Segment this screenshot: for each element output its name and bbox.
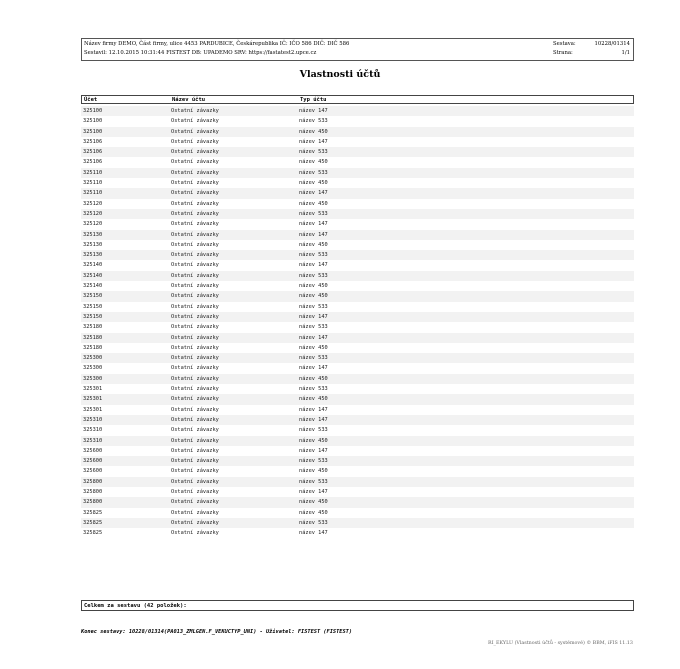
account-type-cell: název 147	[299, 406, 328, 413]
account-name-cell: Ostatní závazky	[171, 138, 219, 145]
account-type-cell: název 450	[299, 241, 328, 248]
account-cell: 325140	[83, 272, 103, 279]
table-row	[81, 240, 634, 250]
account-cell: 325120	[83, 221, 103, 228]
account-type-cell: název 147	[299, 231, 328, 238]
account-cell: 325310	[83, 427, 103, 434]
account-cell: 325300	[83, 365, 103, 372]
account-cell: 325150	[83, 303, 103, 310]
account-type-cell: název 533	[299, 519, 328, 526]
account-cell: 325310	[83, 416, 103, 423]
account-name-cell: Ostatní závazky	[171, 458, 219, 465]
account-type-cell: název 533	[299, 458, 328, 465]
table-row	[81, 415, 634, 425]
footer-text: RI_EKYLU (Vlastnosti účtů - systémové) © BBM, iFIS 11.13	[488, 641, 633, 646]
account-type-cell: název 533	[299, 324, 328, 331]
account-type-cell: název 450	[299, 180, 328, 187]
account-name-cell: Ostatní závazky	[171, 200, 219, 207]
table-row	[81, 281, 634, 291]
table-row	[81, 178, 634, 188]
account-type-cell: název 533	[299, 355, 328, 362]
account-type-cell: název 450	[299, 468, 328, 475]
account-type-cell: název 147	[299, 190, 328, 197]
account-cell: 325106	[83, 159, 103, 166]
table-row	[81, 168, 634, 178]
account-type-cell: název 450	[299, 159, 328, 166]
account-cell: 325301	[83, 406, 103, 413]
report-number: 10228/01314	[594, 41, 630, 47]
account-cell: 325600	[83, 458, 103, 465]
account-name-cell: Ostatní závazky	[171, 118, 219, 125]
account-name-cell: Ostatní závazky	[171, 313, 219, 320]
account-type-cell: název 450	[299, 375, 328, 382]
table-row	[81, 147, 634, 157]
account-cell: 325150	[83, 293, 103, 300]
table-row	[81, 487, 634, 497]
table-row	[81, 302, 634, 312]
page-number: 1/1	[621, 50, 630, 56]
table-row	[81, 425, 634, 435]
account-cell: 325800	[83, 488, 103, 495]
table-row	[81, 322, 634, 332]
account-name-cell: Ostatní závazky	[171, 468, 219, 475]
table-row	[81, 209, 634, 219]
account-name-cell: Ostatní závazky	[171, 365, 219, 372]
account-cell: 325100	[83, 128, 103, 135]
account-type-cell: název 450	[299, 396, 328, 403]
report-label: Sestava:	[553, 41, 576, 47]
account-type-cell: název 147	[299, 262, 328, 269]
account-cell: 325130	[83, 231, 103, 238]
account-name-cell: Ostatní závazky	[171, 375, 219, 382]
account-name-cell: Ostatní závazky	[171, 252, 219, 259]
account-cell: 325130	[83, 241, 103, 248]
account-name-cell: Ostatní závazky	[171, 334, 219, 341]
account-type-cell: název 147	[299, 221, 328, 228]
account-type-cell: název 533	[299, 149, 328, 156]
account-cell: 325825	[83, 519, 103, 526]
compiled-line: Sestavil: 12.10.2015 10:31:44 FISTEST DB: UPADEMO SRV: https://fastatest2.upce.cz	[84, 50, 317, 56]
table-row	[81, 518, 634, 528]
account-cell: 325800	[83, 499, 103, 506]
table-row	[81, 271, 634, 281]
account-name-cell: Ostatní závazky	[171, 488, 219, 495]
account-cell: 325100	[83, 108, 103, 114]
table-row	[81, 116, 634, 126]
table-row	[81, 508, 634, 518]
account-name-cell: Ostatní závazky	[171, 478, 219, 485]
account-cell: 325180	[83, 334, 103, 341]
table-row	[81, 384, 634, 394]
account-cell: 325825	[83, 530, 103, 537]
account-name-cell: Ostatní závazky	[171, 180, 219, 187]
account-cell: 325180	[83, 324, 103, 331]
table-row	[81, 219, 634, 229]
table-row	[81, 363, 634, 373]
account-type-cell: název 147	[299, 334, 328, 341]
account-cell: 325300	[83, 355, 103, 362]
table-row	[81, 333, 634, 343]
account-type-cell: název 450	[299, 283, 328, 290]
account-name-cell: Ostatní závazky	[171, 169, 219, 176]
account-cell: 325130	[83, 252, 103, 259]
account-name-cell: Ostatní závazky	[171, 519, 219, 526]
table-row	[81, 353, 634, 363]
account-name-cell: Ostatní závazky	[171, 530, 219, 537]
table-row	[81, 497, 634, 507]
account-cell: 325310	[83, 437, 103, 444]
account-cell: 325150	[83, 313, 103, 320]
table-row	[81, 436, 634, 446]
page-label: Strana:	[553, 50, 573, 56]
account-type-cell: název 147	[299, 108, 328, 114]
account-type-cell: název 450	[299, 200, 328, 207]
account-name-cell: Ostatní závazky	[171, 427, 219, 434]
column-header-account-type: Typ účtu	[300, 97, 327, 103]
table-row	[81, 291, 634, 301]
account-type-cell: název 533	[299, 427, 328, 434]
table-body	[81, 106, 634, 538]
account-name-cell: Ostatní závazky	[171, 293, 219, 300]
account-type-cell: název 147	[299, 416, 328, 423]
account-name-cell: Ostatní závazky	[171, 128, 219, 135]
account-name-cell: Ostatní závazky	[171, 355, 219, 362]
account-name-cell: Ostatní závazky	[171, 283, 219, 290]
account-name-cell: Ostatní závazky	[171, 396, 219, 403]
account-type-cell: název 450	[299, 509, 328, 516]
total-label: Celkem za sestavu (42 položek):	[84, 603, 187, 609]
account-cell: 325301	[83, 386, 103, 393]
table-row	[81, 230, 634, 240]
account-type-cell: název 450	[299, 128, 328, 135]
account-cell: 325300	[83, 375, 103, 382]
table-row	[81, 343, 634, 353]
table-row	[81, 466, 634, 476]
account-cell: 325120	[83, 210, 103, 217]
account-name-cell: Ostatní závazky	[171, 416, 219, 423]
account-type-cell: název 147	[299, 447, 328, 454]
account-type-cell: název 450	[299, 499, 328, 506]
table-row	[81, 199, 634, 209]
page-title: Vlastnosti účtů	[299, 69, 381, 80]
account-type-cell: název 533	[299, 118, 328, 125]
table-row	[81, 137, 634, 147]
report-end-line: Konec sestavy: 10228/01314(PA013_ZMLGEN.F_VEKUCTYP_UNI) - Uživatel: FISTEST (FISTEST)	[81, 629, 353, 635]
account-cell: 325120	[83, 200, 103, 207]
table-row	[81, 528, 634, 538]
account-type-cell: název 533	[299, 303, 328, 310]
account-type-cell: název 147	[299, 138, 328, 145]
account-name-cell: Ostatní závazky	[171, 447, 219, 454]
account-name-cell: Ostatní závazky	[171, 272, 219, 279]
table-row	[81, 188, 634, 198]
account-name-cell: Ostatní závazky	[171, 159, 219, 166]
account-type-cell: název 533	[299, 252, 328, 259]
account-name-cell: Ostatní závazky	[171, 344, 219, 351]
company-line: Název firmy DEMO, Část firmy, ulice 4453 PARDUBICE, Českárepublika IČ: IČO 586 DIČ: DIČ 586	[84, 41, 350, 47]
account-cell: 325825	[83, 509, 103, 516]
table-row	[81, 127, 634, 137]
account-cell: 325600	[83, 468, 103, 475]
account-type-cell: název 533	[299, 169, 328, 176]
account-cell: 325110	[83, 180, 103, 187]
account-name-cell: Ostatní závazky	[171, 210, 219, 217]
account-cell: 325301	[83, 396, 103, 403]
account-type-cell: název 533	[299, 210, 328, 217]
account-type-cell: název 147	[299, 530, 328, 537]
account-type-cell: název 147	[299, 365, 328, 372]
account-name-cell: Ostatní závazky	[171, 386, 219, 393]
table-row	[81, 456, 634, 466]
account-name-cell: Ostatní závazky	[171, 437, 219, 444]
account-cell: 325110	[83, 169, 103, 176]
account-cell: 325110	[83, 190, 103, 197]
table-row	[81, 106, 634, 116]
table-row	[81, 446, 634, 456]
table-row	[81, 374, 634, 384]
account-cell: 325106	[83, 149, 103, 156]
account-name-cell: Ostatní závazky	[171, 241, 219, 248]
account-type-cell: název 147	[299, 488, 328, 495]
column-header-account: Účet	[84, 97, 98, 103]
account-cell: 325140	[83, 283, 103, 290]
account-type-cell: název 533	[299, 386, 328, 393]
account-type-cell: název 450	[299, 437, 328, 444]
account-name-cell: Ostatní závazky	[171, 509, 219, 516]
account-name-cell: Ostatní závazky	[171, 303, 219, 310]
account-type-cell: název 147	[299, 313, 328, 320]
account-name-cell: Ostatní závazky	[171, 149, 219, 156]
account-name-cell: Ostatní závazky	[171, 231, 219, 238]
account-cell: 325106	[83, 138, 103, 145]
table-row	[81, 250, 634, 260]
account-name-cell: Ostatní závazky	[171, 406, 219, 413]
account-type-cell: název 450	[299, 293, 328, 300]
table-row	[81, 394, 634, 404]
table-row	[81, 260, 634, 270]
account-cell: 325140	[83, 262, 103, 269]
account-name-cell: Ostatní závazky	[171, 324, 219, 331]
account-cell: 325800	[83, 478, 103, 485]
account-cell: 325600	[83, 447, 103, 454]
account-name-cell: Ostatní závazky	[171, 190, 219, 197]
table-row	[81, 157, 634, 167]
total-row	[81, 600, 634, 611]
account-name-cell: Ostatní závazky	[171, 262, 219, 269]
account-name-cell: Ostatní závazky	[171, 221, 219, 228]
column-header-account-name: Název účtu	[172, 97, 206, 103]
account-name-cell: Ostatní závazky	[171, 499, 219, 506]
table-row	[81, 405, 634, 415]
account-type-cell: název 533	[299, 272, 328, 279]
report-header	[81, 38, 634, 61]
account-name-cell: Ostatní závazky	[171, 108, 219, 114]
account-cell: 325180	[83, 344, 103, 351]
account-type-cell: název 533	[299, 478, 328, 485]
account-cell: 325100	[83, 118, 103, 125]
account-type-cell: název 450	[299, 344, 328, 351]
table-row	[81, 312, 634, 322]
table-row	[81, 477, 634, 487]
table-header	[81, 95, 634, 104]
